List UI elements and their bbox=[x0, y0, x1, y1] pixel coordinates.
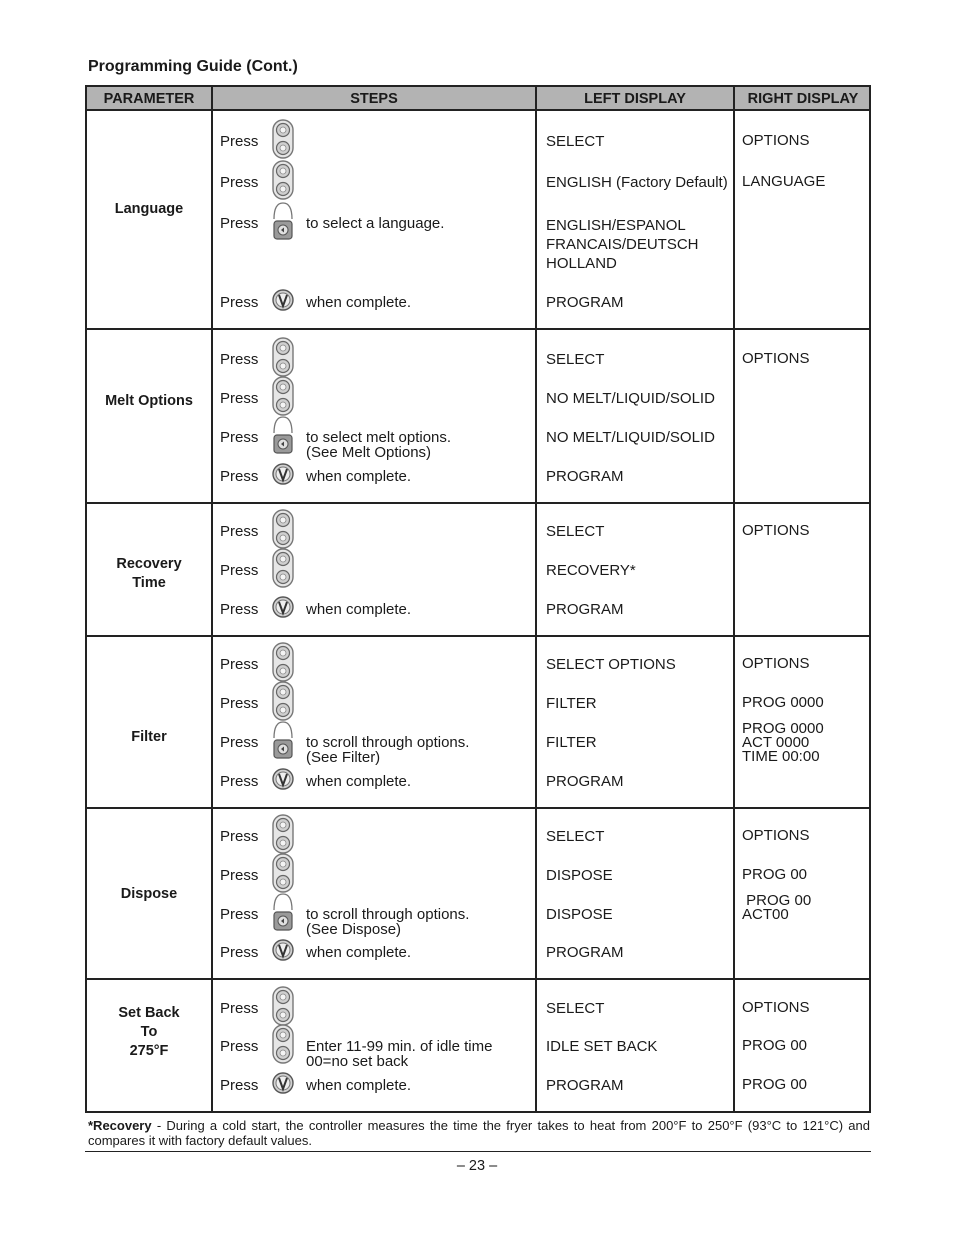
footnote-term: *Recovery bbox=[88, 1118, 152, 1133]
left-display-value: PROGRAM bbox=[546, 1077, 624, 1094]
scroll-button-icon bbox=[272, 720, 294, 760]
step-instruction: when complete. bbox=[306, 944, 412, 961]
left-display-value: DISPOSE bbox=[546, 867, 613, 884]
right-display-value: PROG 00 bbox=[742, 1076, 808, 1093]
left-display-value: IDLE SET BACK bbox=[546, 1038, 658, 1055]
press-label: Press bbox=[220, 734, 259, 751]
press-label: Press bbox=[220, 1077, 259, 1094]
parameter-label: Melt Options bbox=[105, 392, 193, 409]
left-display-value: DISPOSE bbox=[546, 906, 613, 923]
right-display-value: OPTIONS bbox=[742, 827, 810, 844]
left-display-value: NO MELT/LIQUID/SOLID bbox=[546, 390, 715, 407]
program-button-icon bbox=[272, 587, 294, 627]
up-down-button-icon bbox=[272, 337, 294, 377]
row-divider bbox=[87, 328, 869, 330]
press-label: Press bbox=[220, 828, 259, 845]
table-header bbox=[87, 87, 869, 111]
header-right-display: RIGHT DISPLAY bbox=[747, 91, 859, 107]
press-label: Press bbox=[220, 601, 259, 618]
right-display-value: OPTIONS bbox=[742, 350, 810, 367]
left-display-value: ENGLISH (Factory Default) bbox=[546, 174, 728, 191]
press-label: Press bbox=[220, 906, 259, 923]
parameter-label: Filter bbox=[131, 728, 167, 745]
row-divider bbox=[87, 807, 869, 809]
press-label: Press bbox=[220, 656, 259, 673]
program-button-icon bbox=[272, 759, 294, 799]
step-instruction: to select a language. bbox=[306, 215, 445, 232]
step-instruction: to scroll through options. (See Filter) bbox=[306, 734, 470, 766]
header-parameter: PARAMETER bbox=[103, 91, 195, 107]
program-button-icon bbox=[272, 930, 294, 970]
left-display-value: SELECT bbox=[546, 133, 605, 150]
right-display-value: OPTIONS bbox=[742, 999, 810, 1016]
left-display-value: PROGRAM bbox=[546, 468, 624, 485]
column-divider bbox=[535, 87, 537, 1111]
parameter-label: Language bbox=[114, 200, 184, 217]
header-left-display: LEFT DISPLAY bbox=[584, 91, 686, 107]
program-button-icon bbox=[272, 454, 294, 494]
page-number: – 23 – bbox=[456, 1158, 498, 1174]
step-instruction: Enter 11-99 min. of idle time 00=no set back bbox=[306, 1038, 493, 1070]
step-instruction: when complete. bbox=[306, 773, 412, 790]
left-display-value: FILTER bbox=[546, 734, 597, 751]
press-label: Press bbox=[220, 695, 259, 712]
left-display-value: SELECT bbox=[546, 828, 605, 845]
program-button-icon bbox=[272, 1063, 294, 1103]
press-label: Press bbox=[220, 523, 259, 540]
press-label: Press bbox=[220, 562, 259, 579]
left-display-value: PROGRAM bbox=[546, 773, 624, 790]
left-display-value: RECOVERY* bbox=[546, 562, 636, 579]
press-label: Press bbox=[220, 215, 259, 232]
left-display-value: SELECT bbox=[546, 523, 605, 540]
right-display-value: PROG 00 ACT00 bbox=[742, 892, 812, 923]
left-display-value: SELECT OPTIONS bbox=[546, 656, 676, 673]
column-divider bbox=[733, 87, 735, 1111]
press-label: Press bbox=[220, 1000, 259, 1017]
left-display-value: FILTER bbox=[546, 695, 597, 712]
right-display-value: PROG 00 bbox=[742, 1037, 808, 1054]
press-label: Press bbox=[220, 351, 259, 368]
right-display-value: PROG 0000 ACT 0000 TIME 00:00 bbox=[742, 720, 824, 765]
right-display-value: OPTIONS bbox=[742, 655, 810, 672]
programming-table bbox=[85, 85, 871, 1113]
press-label: Press bbox=[220, 1038, 259, 1055]
right-display-value: OPTIONS bbox=[742, 132, 810, 149]
footnote-text: - During a cold start, the controller measures the time the fryer takes to heat from 200°F to 250°F (93°C to 121°C) and compares it with factory default values. bbox=[88, 1118, 870, 1148]
step-instruction: when complete. bbox=[306, 294, 412, 311]
left-display-value: SELECT bbox=[546, 351, 605, 368]
up-down-button-icon bbox=[272, 509, 294, 549]
press-label: Press bbox=[220, 133, 259, 150]
press-label: Press bbox=[220, 294, 259, 311]
header-steps: STEPS bbox=[350, 91, 398, 107]
parameter-label: Set Back To 275°F bbox=[118, 1004, 180, 1059]
right-display-value: PROG 00 bbox=[742, 866, 808, 883]
row-divider bbox=[87, 978, 869, 980]
press-label: Press bbox=[220, 867, 259, 884]
right-display-value: LANGUAGE bbox=[742, 173, 826, 190]
up-down-button-icon bbox=[272, 119, 294, 159]
press-label: Press bbox=[220, 174, 259, 191]
right-display-value: PROG 0000 bbox=[742, 694, 824, 711]
left-display-value: PROGRAM bbox=[546, 601, 624, 618]
press-label: Press bbox=[220, 944, 259, 961]
step-instruction: when complete. bbox=[306, 601, 412, 618]
up-down-button-icon bbox=[272, 548, 294, 588]
row-divider bbox=[87, 502, 869, 504]
press-label: Press bbox=[220, 468, 259, 485]
step-instruction: to select melt options. (See Melt Options) bbox=[306, 429, 452, 461]
footnote bbox=[88, 1118, 870, 1148]
press-label: Press bbox=[220, 429, 259, 446]
up-down-button-icon bbox=[272, 853, 294, 893]
left-display-value: NO MELT/LIQUID/SOLID bbox=[546, 429, 715, 446]
up-down-button-icon bbox=[272, 642, 294, 682]
step-instruction: when complete. bbox=[306, 468, 412, 485]
up-down-button-icon bbox=[272, 814, 294, 854]
scroll-button-icon bbox=[272, 892, 294, 932]
step-instruction: when complete. bbox=[306, 1077, 412, 1094]
footnote-rule bbox=[85, 1151, 871, 1152]
page-title: Programming Guide (Cont.) bbox=[88, 58, 298, 75]
left-display-value: PROGRAM bbox=[546, 944, 624, 961]
up-down-button-icon bbox=[272, 160, 294, 200]
parameter-label: Recovery Time bbox=[116, 556, 182, 591]
column-divider bbox=[211, 87, 213, 1111]
scroll-button-icon bbox=[272, 415, 294, 455]
program-button-icon bbox=[272, 280, 294, 320]
left-display-value: PROGRAM bbox=[546, 294, 624, 311]
up-down-button-icon bbox=[272, 376, 294, 416]
step-instruction: to scroll through options. (See Dispose) bbox=[306, 906, 470, 938]
up-down-button-icon bbox=[272, 1024, 294, 1064]
left-display-value: SELECT bbox=[546, 1000, 605, 1017]
row-divider bbox=[87, 635, 869, 637]
up-down-button-icon bbox=[272, 986, 294, 1026]
scroll-button-icon bbox=[272, 201, 294, 241]
press-label: Press bbox=[220, 773, 259, 790]
left-display-value: ENGLISH/ESPANOL FRANCAIS/DEUTSCH HOLLAND bbox=[546, 217, 699, 272]
right-display-value: OPTIONS bbox=[742, 522, 810, 539]
parameter-label: Dispose bbox=[120, 885, 178, 902]
up-down-button-icon bbox=[272, 681, 294, 721]
press-label: Press bbox=[220, 390, 259, 407]
